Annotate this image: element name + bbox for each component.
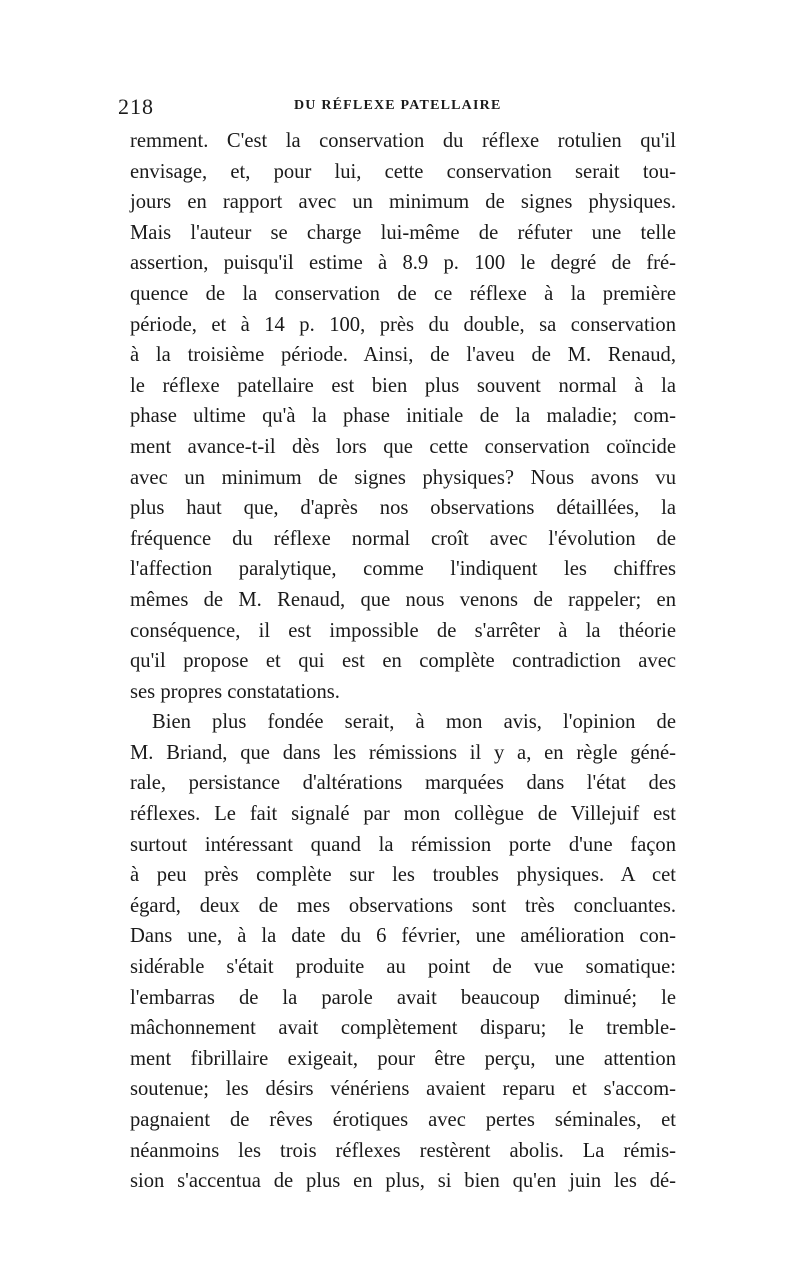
text-line: avec un minimum de signes physiques? Nous avons vu [130, 466, 676, 489]
text-line: ses propres constatations. [130, 680, 340, 703]
text-line: qu'il propose et qui est en complète contradiction avec [130, 650, 676, 673]
text-line: période, et à 14 p. 100, près du double, sa conservation [130, 313, 676, 336]
text-line: ment fibrillaire exigeait, pour être perçu, une attention [130, 1047, 676, 1070]
text-line: conséquence, il est impossible de s'arrêter à la théorie [130, 619, 676, 642]
text-line: à peu près complète sur les troubles physiques. A cet [130, 864, 676, 887]
text-line: plus haut que, d'après nos observations détaillées, la [130, 497, 676, 520]
text-line: égard, deux de mes observations sont très concluantes. [130, 894, 676, 917]
page-number: 218 [118, 94, 154, 119]
text-line: M. Briand, que dans les rémissions il y a, en règle géné- [130, 741, 676, 764]
text-line: Mais l'auteur se charge lui-même de réfuter une telle [130, 221, 676, 244]
text-line: sion s'accentua de plus en plus, si bien qu'en juin les dé- [130, 1170, 676, 1193]
text-line: à la troisième période. Ainsi, de l'aveu de M. Renaud, [130, 344, 676, 367]
text-line: remment. C'est la conservation du réflexe rotulien qu'il [130, 130, 676, 152]
page-header [118, 94, 684, 120]
paragraph-2 [130, 707, 676, 1197]
text-line: quence de la conservation de ce réflexe à la première [130, 282, 676, 305]
text-line: mêmes de M. Renaud, que nous venons de rappeler; en [130, 588, 676, 611]
text-line: fréquence du réflexe normal croît avec l'évolution de [130, 527, 676, 550]
text-line: Bien plus fondée serait, à mon avis, l'opinion de [152, 711, 676, 734]
text-line: phase ultime qu'à la phase initiale de la maladie; com- [130, 405, 676, 428]
text-line: rale, persistance d'altérations marquées dans l'état des [130, 772, 676, 795]
text-line: l'embarras de la parole avait beaucoup diminué; le [130, 986, 676, 1009]
paragraph-1 [130, 126, 676, 707]
text-line: envisage, et, pour lui, cette conservation serait tou- [130, 160, 676, 183]
text-line: assertion, puisqu'il estime à 8.9 p. 100 le degré de fré- [130, 252, 676, 275]
text-line: l'affection paralytique, comme l'indiquent les chiffres [130, 558, 676, 581]
text-line: soutenue; les désirs vénériens avaient reparu et s'accom- [130, 1078, 676, 1101]
text-line: sidérable s'était produite au point de vue somatique: [130, 956, 676, 979]
text-line: surtout intéressant quand la rémission porte d'une façon [130, 833, 676, 856]
text-line: pagnaient de rêves érotiques avec pertes séminales, et [130, 1109, 676, 1131]
running-title: DU RÉFLEXE PATELLAIRE [294, 98, 502, 113]
text-line: néanmoins les trois réflexes restèrent abolis. La rémis- [130, 1139, 676, 1162]
text-line: mâchonnement avait complètement disparu; le tremble- [130, 1017, 676, 1040]
text-line: Dans une, à la date du 6 février, une amélioration con- [130, 925, 676, 948]
body-text [130, 126, 676, 1197]
text-line: réflexes. Le fait signalé par mon collègue de Villejuif est [130, 803, 676, 826]
text-line: ment avance-t-il dès lors que cette conservation coïncide [130, 435, 676, 458]
text-line: le réflexe patellaire est bien plus souvent normal à la [130, 374, 676, 397]
text-line: jours en rapport avec un minimum de signes physiques. [130, 191, 676, 214]
